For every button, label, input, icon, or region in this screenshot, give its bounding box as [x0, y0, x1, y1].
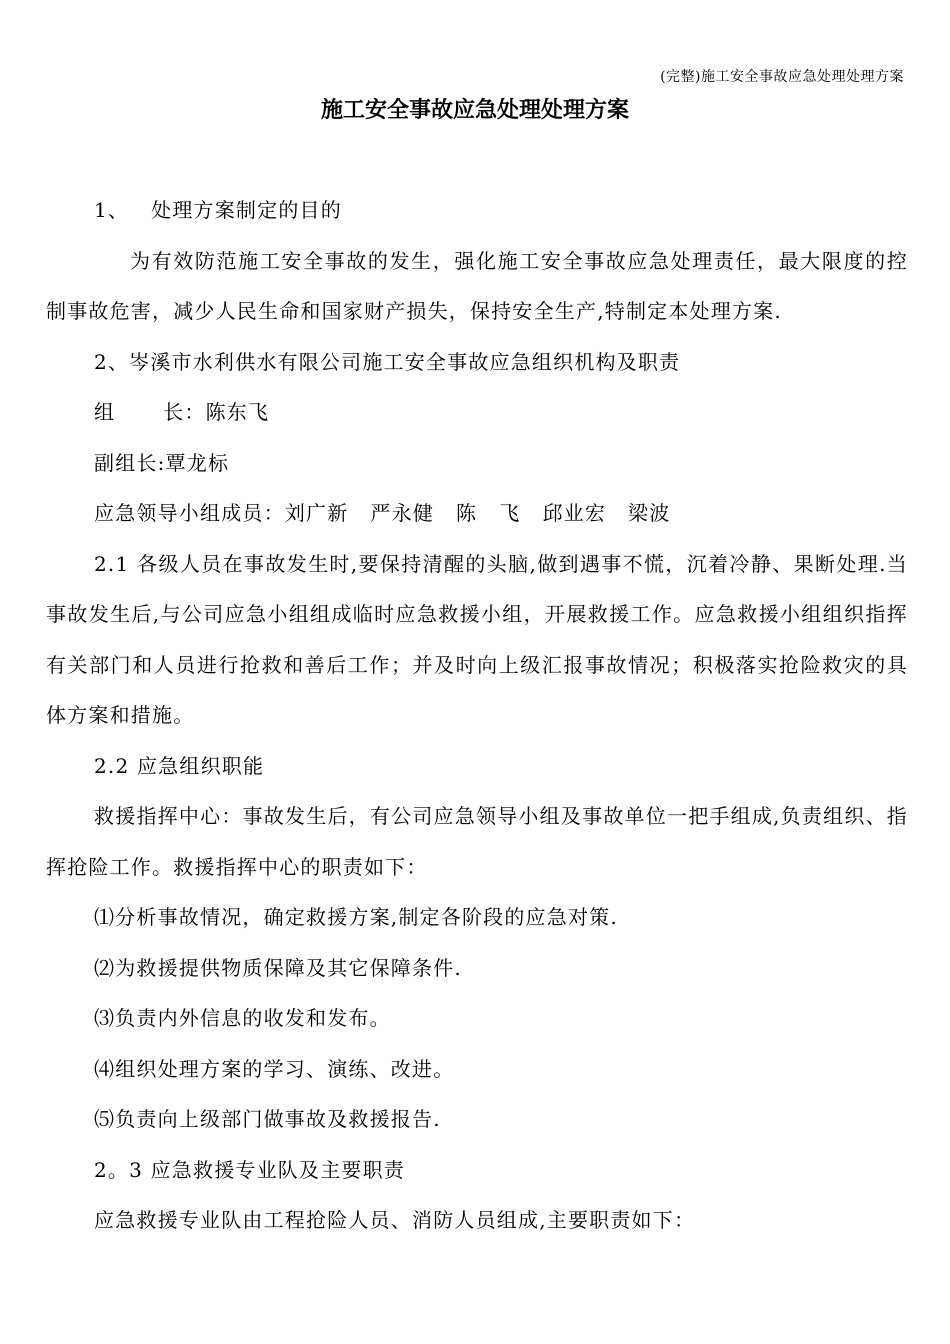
- duty-item: ⑷组织处理方案的学习、演练、改进。: [94, 1056, 455, 1081]
- section-2-2-paragraph: 救援指挥中心：事故发生后，有公司应急领导小组及事故单位一把手组成,负责组织、指挥抢险工作。救援指挥中心的职责如下：: [46, 804, 908, 879]
- team-leader-label-part1: 组: [94, 400, 116, 424]
- section-1-heading: [46, 185, 908, 236]
- team-leader-line: [46, 387, 908, 438]
- team-leader-label-part2: 长：: [163, 400, 206, 424]
- section-1-paragraph: 为有效防范施工安全事故的发生，强化施工安全事故应急处理责任，最大限度的控制事故危害，减少人民生命和国家财产损失，保持安全生产,特制定本处理方案.: [46, 248, 908, 323]
- running-header: (完整)施工安全事故应急处理处理方案: [660, 69, 904, 85]
- duty-item: ⑸负责向上级部门做事故及救援报告.: [94, 1107, 441, 1131]
- section-2-2-heading: 2.2 应急组织职能: [94, 753, 265, 778]
- document-title: 施工安全事故应急处理处理方案: [320, 98, 629, 123]
- section-1-title: 处理方案制定的目的: [151, 198, 342, 222]
- members-label: 应急领导小组成员：: [94, 501, 285, 525]
- deputy-leader-line: 副组长:覃龙标: [94, 450, 230, 475]
- duty-item: ⑵为救援提供物质保障及其它保障条件.: [94, 955, 462, 980]
- member-name: 严永健: [370, 501, 435, 525]
- member-name: 飞: [499, 501, 521, 525]
- section-2-3-heading: 2。3 应急救援专业队及主要职责: [94, 1157, 406, 1182]
- duty-item: ⑶负责内外信息的收发和发布。: [94, 1006, 391, 1030]
- document-body: [46, 185, 908, 1246]
- section-2-3-paragraph: 应急救援专业队由工程抢险人员、消防人员组成,主要职责如下：: [94, 1208, 696, 1232]
- section-2-1-paragraph: 2.1 各级人员在事故发生时,要保持清醒的头脑,做到遇事不慌，沉着冷静、果断处理.当事故发生后,与公司应急小组组成临时应急救援小组，开展救援工作。应急救援小组组织指挥有关部门和人员进行抢救和善后工作；并及时向上级汇报事故情况；积极落实抢险救灾的具体方案和措施。: [46, 551, 908, 727]
- duty-item: ⑴分析事故情况，确定救援方案,制定各阶段的应急对策.: [94, 905, 618, 929]
- member-name: 刘广新: [284, 501, 349, 525]
- member-name: 邱业宏: [542, 501, 607, 525]
- section-2-heading: 2、岑溪市水利供水有限公司施工安全事故应急组织机构及职责: [94, 349, 681, 374]
- member-name: 梁波: [628, 501, 671, 525]
- section-1-number: 1、: [94, 198, 130, 222]
- team-leader-name: 陈东飞: [205, 400, 270, 424]
- member-name: 陈: [456, 501, 478, 525]
- members-line: [46, 488, 908, 539]
